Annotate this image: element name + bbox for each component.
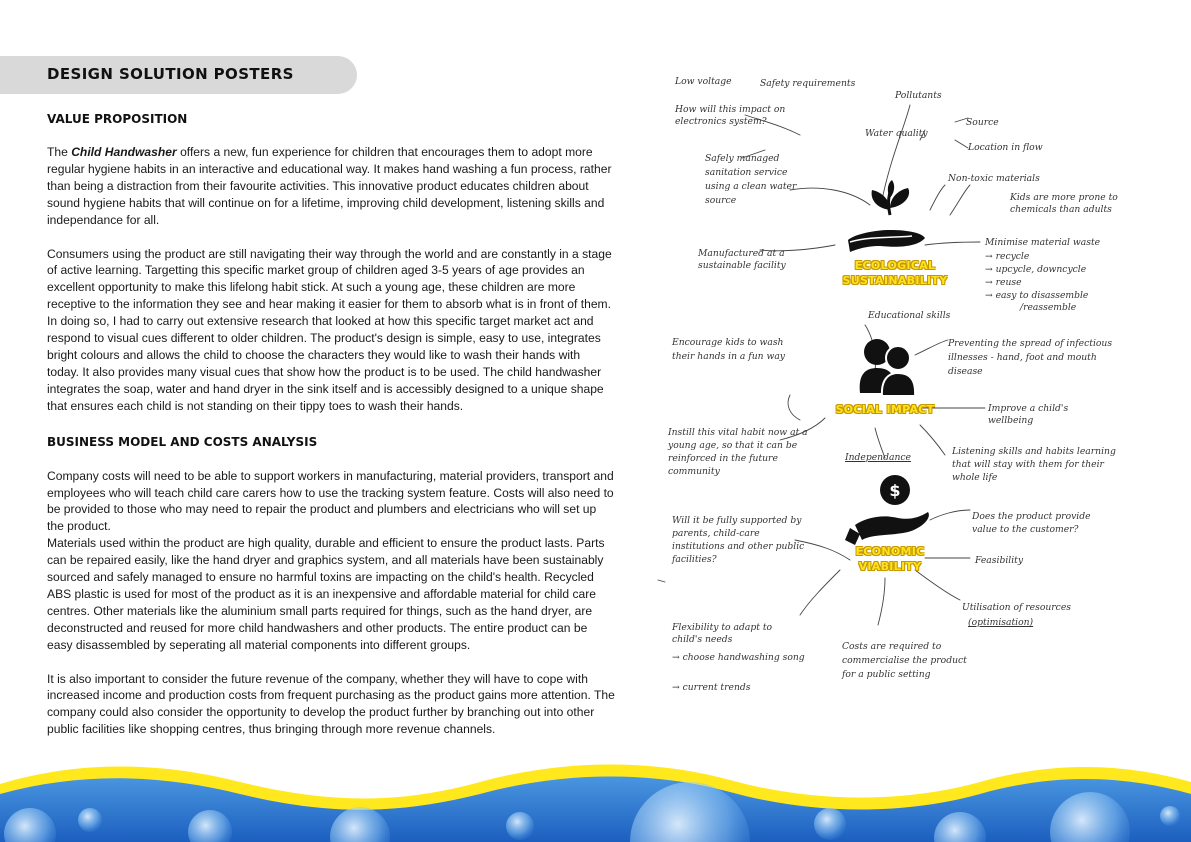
note-optimisation: (optimisation) xyxy=(968,617,1034,628)
note-costs: Costs are required to commercialise the product for a public setting xyxy=(842,641,967,680)
note-safety-req: Safety requirements xyxy=(760,78,856,89)
note-encourage: Encourage kids to wash their hands in a fun way xyxy=(672,337,785,362)
note-trends: → current trends xyxy=(672,682,751,693)
value-proposition-paragraph-2: Consumers using the product are still navigating their way through the world and are constantly in a stage of active learning. Targetting this specific market group of children aged 3-5 years of age provides an excellent opportunity to make this lifelong habit stick. At such a young age, these children are more receptive to the information they see and hear making it easier for them to absorb what is in front of them. In doing so, I had to carry out extensive research that looked at how this specific target market act and respond to visual cues different to older children. The product's design is simple, easy to use, integrates bright colours and allows the child to choose the characters they would like to wash their hands with today. It also provides many visual cues that show how the product is to be used. The child handwasher integrates the soap, water and hand dryer in the sink itself and is accessibly designed to a unique shape that ensures each child is not standing on their tippy toes to wash their hands. xyxy=(47,246,612,413)
svg-text:$: $ xyxy=(889,481,901,500)
note-easy-dis: → easy to disassemble xyxy=(985,290,1089,301)
note-upcycle: → upcycle, downcycle xyxy=(985,264,1087,275)
value-proposition-heading: VALUE PROPOSITION xyxy=(47,112,188,126)
note-utilisation: Utilisation of resources xyxy=(962,602,1071,613)
page-title: DESIGN SOLUTION POSTERS xyxy=(47,65,294,83)
left-text-column xyxy=(47,112,615,738)
note-location: Location in flow xyxy=(968,142,1043,153)
footer-wave-decoration xyxy=(0,742,1191,842)
note-does-product: Does the product provide value to the customer? xyxy=(972,511,1091,535)
business-model-heading: BUSINESS MODEL AND COSTS ANALYSIS xyxy=(47,434,318,449)
business-paragraph-3: It is also important to consider the future revenue of the company, whether they will have to cope with increased income and production costs from frequent purchasing as the product gains more attention. The company could also consider the opportunity to develop the product further by branching out into other public facilities like shopping centres, thus bringing through more revenue channels. xyxy=(47,671,615,737)
note-source: Source xyxy=(966,117,999,128)
p1-lead: The xyxy=(47,145,72,159)
product-name: Child Handwasher xyxy=(71,145,177,159)
note-safely-managed: Safely managed sanitation service using a clean water source xyxy=(705,153,797,206)
note-water-quality: Water quality xyxy=(865,128,928,139)
note-manufactured: Manufactured at a sustainable facility xyxy=(698,248,786,272)
note-choose: → choose handwashing song xyxy=(672,652,805,663)
value-proposition-paragraph-1 xyxy=(47,144,615,229)
note-kids-prone: Kids are more prone to chemicals than adults xyxy=(1010,192,1118,216)
node-social: SOCIAL IMPACT xyxy=(835,403,935,416)
business-paragraph-2: Materials used within the product are high quality, durable and efficient to ensure the product lasts. Parts can be repaired easily, like the hand dryer and graphics system, and all materials have been sustainably sourced and safely managed to ensure no harmful toxins are impacting on the child's health. Recycled ABS plastic is used for most of the product as it is an inexpensive and affordable material for child care centres. Other materials like the aluminium small parts required for things, such as the hand dryer, are deconstructed and reused for more child handwashers and other products. The entire product can be easy disassembled by seperating all material components into different groups. xyxy=(47,536,605,652)
note-low-voltage: Low voltage xyxy=(675,76,732,87)
note-pollutants: Pollutants xyxy=(895,90,942,101)
note-listening: Listening skills and habits learning that will stay with them for their whole life xyxy=(952,446,1116,483)
note-improve: Improve a child's wellbeing xyxy=(988,403,1069,427)
note-will-it: Will it be fully supported by parents, child-care institutions and other public facilities? xyxy=(672,515,805,565)
note-independance: Independance xyxy=(845,452,911,463)
note-reuse: → reuse xyxy=(985,277,1022,288)
p1-rest: offers a new, fun experience for children that encourages them to adopt more regular hygiene habits in an interactive and educational way. It makes hand washing a fun process, rather than being a distraction from their favourite activities. This innovative product educates children about sound hygiene habits that will continue on for a lifetime, improving child development, listening skills and independance for all. xyxy=(47,145,612,227)
note-minimise: Minimise material waste xyxy=(985,237,1101,248)
note-instill: Instill this vital habit now at a young age, so that it can be reinforced in the future community xyxy=(668,427,808,477)
note-flexibility: Flexibility to adapt to child's needs xyxy=(672,622,773,646)
business-paragraph-1: Company costs will need to be able to support workers in manufacturing, material providers, transport and employees who will teach child care carers how to use the tracking system feature. Costs will also need to be provided to those who may need to repair the product and plumbers and electricians who will set up the product. xyxy=(47,468,614,534)
money-hand-icon xyxy=(845,475,929,545)
mind-map xyxy=(650,40,1150,720)
note-dis-cont: /reassemble xyxy=(1020,302,1077,313)
note-impact-elec: How will this impact on electronics system? xyxy=(675,104,786,128)
note-edu-skills: Educational skills xyxy=(868,310,951,321)
mind-map-connectors xyxy=(650,40,1150,720)
note-recycle: → recycle xyxy=(985,251,1030,262)
note-feasibility: Feasibility xyxy=(975,555,1024,566)
note-non-toxic: Non-toxic materials xyxy=(948,173,1040,184)
note-preventing: Preventing the spread of infectious illnesses - hand, foot and mouth disease xyxy=(948,338,1113,377)
node-economic: ECONOMIC VIABILITY xyxy=(855,545,925,573)
people-icon xyxy=(860,339,915,396)
header-tab xyxy=(0,56,357,94)
node-ecological: ECOLOGICAL SUSTAINABILITY xyxy=(842,259,948,287)
plant-hand-icon xyxy=(848,180,925,252)
